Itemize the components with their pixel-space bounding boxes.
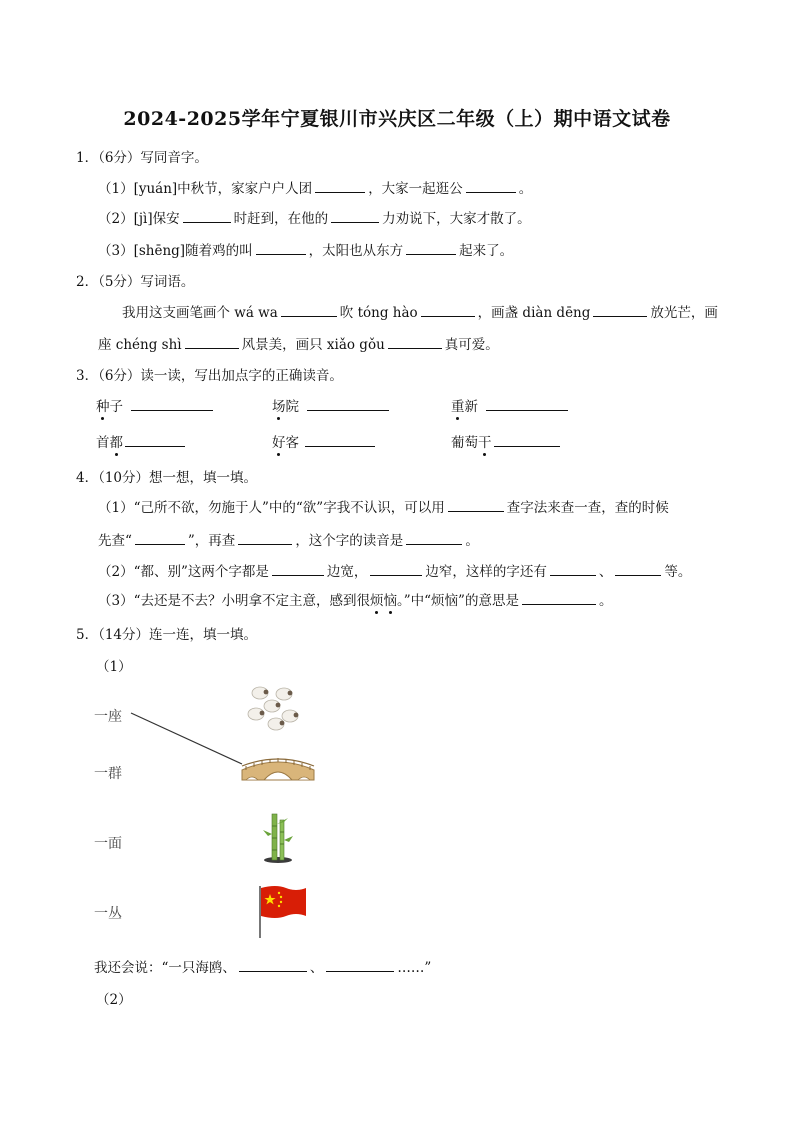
q1-l1-text-c: 。 [518,181,533,197]
q4-l4-text-b: 。”中“烦恼”的意思是 [397,593,519,609]
item-text: 子 [109,399,123,415]
dotted-character: 种 [96,395,110,415]
q2-l1-text-d: 放光芒，画 [650,305,718,321]
q4-l4-text-c: 。 [598,593,613,609]
measure-word-yimian[interactable]: 一面 [94,836,122,852]
question-5-heading: 5．（14分）连一连，填一填。 [76,627,258,643]
question-1-heading: 1．（6分）写同音字。 [76,150,208,166]
q4-l3-text-d: 、 [598,564,613,580]
measure-word-yicong[interactable]: 一丛 [94,906,122,922]
q4-l3-text-e: 等。 [664,564,692,580]
item-text: 首 [96,435,110,451]
item-text: 葡萄 [451,435,478,451]
sub-question-2-label: （2） [96,992,132,1008]
measure-word-yizuo[interactable]: 一座 [94,709,122,725]
dotted-character: 好 [272,431,286,451]
q4-l1-text-b: 查字法来查一查，查的时候 [506,500,669,516]
q5-say-text-b: 、 [309,960,324,976]
q1-l2-text-b: 时赶到，在他的 [233,211,329,227]
q5-say-text-a: 我还会说：“一只海鸥、 [94,960,236,976]
q1-l3-text-b: ，太阳也从东方 [308,243,404,259]
q4-l3-text-c: 边窄，这样的字还有 [425,564,547,580]
q2-l2-text-b: 风景美，画只 xiǎo gǒu [241,337,385,353]
q4-l1-text-a: （1）“己所不欲，勿施于人”中的“欲”字我不认识，可以用 [98,500,445,516]
q4-l3-text-b: 边宽， [326,564,368,580]
answer-blank[interactable] [239,958,307,972]
q4-l2-text-a: 先查“ [98,533,132,549]
q2-l2-text-c: 真可爱。 [444,337,499,353]
dotted-character: 场 [272,395,286,415]
dotted-character: 重 [451,395,465,415]
q4-l4-text-a: （3）“去还是不去？小明拿不定主意，感到很 [98,593,370,609]
q2-l1-text-b: 吹 tóng hào [339,305,418,321]
measure-word-yiqun[interactable]: 一群 [94,766,122,782]
q2-l2-text-a: 座 chéng shì [98,337,182,353]
item-text: 新 [464,399,478,415]
dotted-character: 都 [110,431,124,451]
dotted-character: 烦 [370,589,384,609]
q1-l2-text-c: 力劝说下，大家才散了。 [382,211,531,227]
item-text: 院 [285,399,299,415]
stone-bridge-icon[interactable] [240,752,316,782]
q1-l1-text-a: （1）[yuán]中秋节，家家户户人团 [98,181,313,197]
dotted-character: 干 [478,431,492,451]
q5-say-line [94,956,431,976]
bamboo-icon[interactable] [260,812,296,864]
q2-l1-text-a: 我用这支画笔画个 wá wa [122,305,278,321]
page-title: 2024-2025学年宁夏银川市兴庆区二年级（上）期中语文试卷 [123,108,671,130]
q4-l2-text-d: 。 [465,533,479,549]
question-2-heading: 2．（5分）写词语。 [76,274,195,290]
q4-l2-text-b: ”，再查 [187,533,236,549]
dotted-character: 恼 [384,589,398,609]
q4-l3-text-a: （2）“都、别”这两个字都是 [98,564,269,580]
question-4-heading: 4．（10分）想一想，填一填。 [76,470,258,486]
q1-l3-text-a: （3）[shēng]随着鸡的叫 [98,243,253,259]
sheep-flock-icon[interactable] [246,684,306,734]
answer-blank[interactable] [326,958,394,972]
sub-question-1-label: （1） [96,659,132,675]
q1-l2-text-a: （2）[jì]保安 [98,211,180,227]
china-flag-icon[interactable] [256,884,308,940]
q1-l3-text-c: 起来了。 [459,243,514,259]
q2-l1-text-c: ，画盏 diàn dēng [477,305,591,321]
q1-l1-text-b: ，大家一起逛公 [368,181,463,197]
question-3-heading: 3．（6分）读一读，写出加点字的正确读音。 [76,368,343,384]
q5-say-text-c: ……” [397,960,432,976]
item-text: 客 [285,435,299,451]
q4-l2-text-c: ，这个字的读音是 [295,533,404,549]
